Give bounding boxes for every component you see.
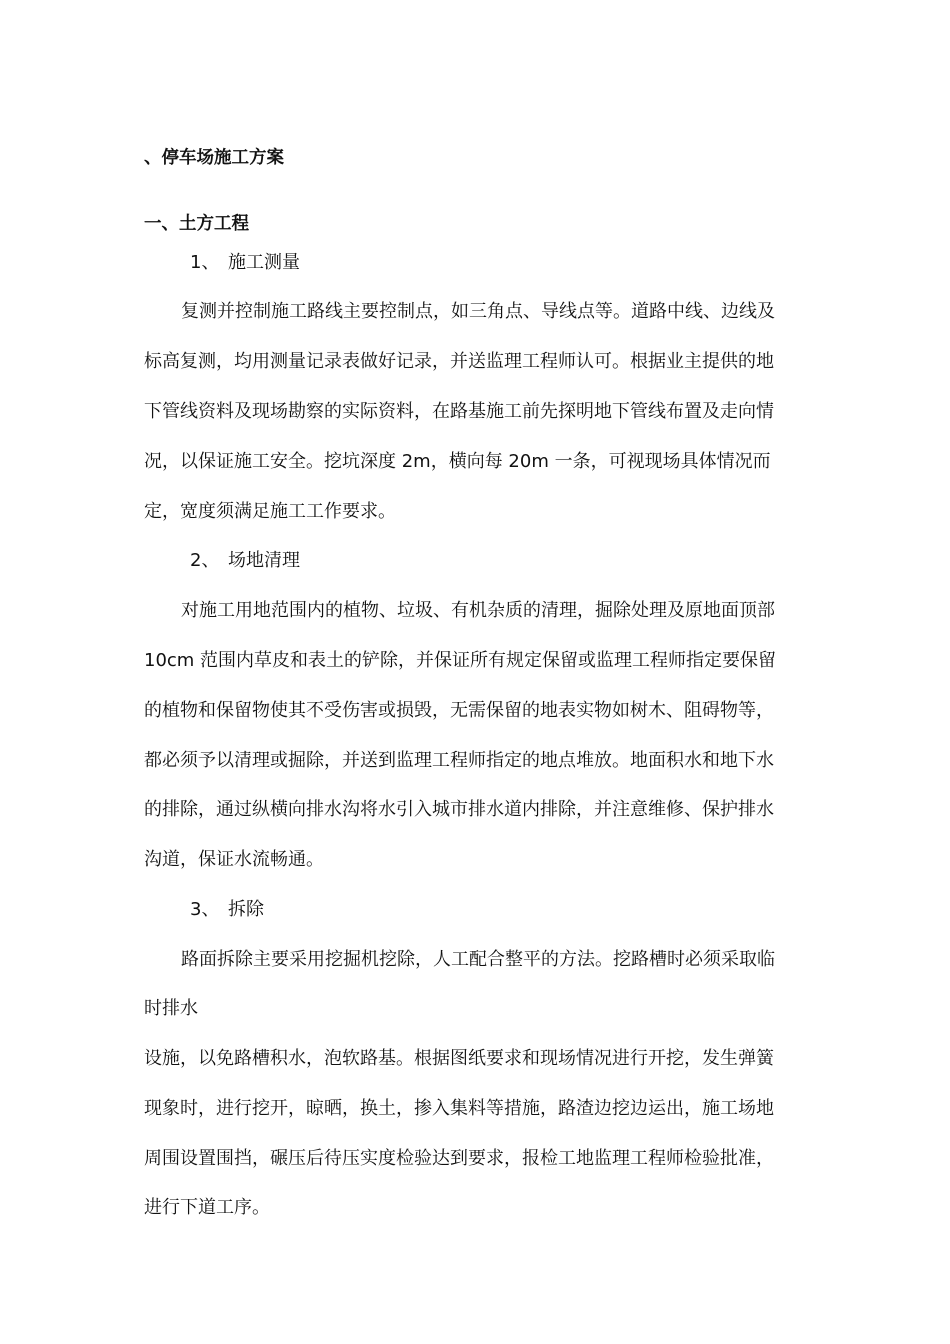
paragraph-line: 复测并控制施工路线主要控制点，如三角点、导线点等。道路中线、边线及: [181, 301, 775, 322]
paragraph-line: 路面拆除主要采用挖掘机挖除，人工配合整平的方法。挖路槽时必须采取临: [181, 949, 775, 970]
paragraph-line: 沟道，保证水流畅通。: [144, 849, 324, 870]
paragraph-line: 进行下道工序。: [144, 1197, 270, 1218]
paragraph-line: 对施工用地范围内的植物、垃圾、有机杂质的清理，掘除处理及原地面顶部: [181, 600, 775, 621]
subsection-number: 1、: [190, 252, 220, 273]
paragraph-line: 况，以保证施工安全。挖坑深度 2m，横向每 20m 一条，可视现场具体情况而: [144, 451, 771, 472]
paragraph-line: 都必须予以清理或掘除，并送到监理工程师指定的地点堆放。地面积水和地下水: [144, 750, 774, 771]
paragraph-line: 现象时，进行挖开，晾晒，换土，掺入集料等措施，路渣边挖边运出，施工场地: [144, 1098, 774, 1119]
subsection-heading-2: [190, 549, 300, 573]
subsection-number: 2、: [190, 550, 220, 571]
paragraph-line: 的排除，通过纵横向排水沟将水引入城市排水道内排除，并注意维修、保护排水: [144, 799, 774, 820]
subsection-title: 场地清理: [228, 550, 300, 571]
subsection-heading-3: [190, 898, 264, 922]
subsection-heading-1: [190, 251, 300, 275]
paragraph-line: 标高复测，均用测量记录表做好记录，并送监理工程师认可。根据业主提供的地: [144, 351, 774, 372]
paragraph-line: 的植物和保留物使其不受伤害或损毁，无需保留的地表实物如树木、阻碍物等，: [144, 700, 774, 721]
document-title: 、停车场施工方案: [144, 148, 284, 168]
paragraph-line: 下管线资料及现场勘察的实际资料，在路基施工前先探明地下管线布置及走向情: [144, 401, 774, 422]
subsection-number: 3、: [190, 899, 220, 920]
subsection-title: 施工测量: [228, 252, 300, 273]
paragraph-line: 设施，以免路槽积水，泡软路基。根据图纸要求和现场情况进行开挖，发生弹簧: [144, 1048, 774, 1069]
paragraph-line: 定，宽度须满足施工工作要求。: [144, 501, 396, 522]
section-heading: 一、土方工程: [144, 214, 249, 234]
paragraph-line: 周围设置围挡，碾压后待压实度检验达到要求，报检工地监理工程师检验批准，: [144, 1148, 774, 1169]
paragraph-line: 10cm 范围内草皮和表土的铲除，并保证所有规定保留或监理工程师指定要保留: [144, 650, 777, 671]
paragraph-line: 时排水: [144, 998, 198, 1019]
subsection-title: 拆除: [228, 899, 264, 920]
